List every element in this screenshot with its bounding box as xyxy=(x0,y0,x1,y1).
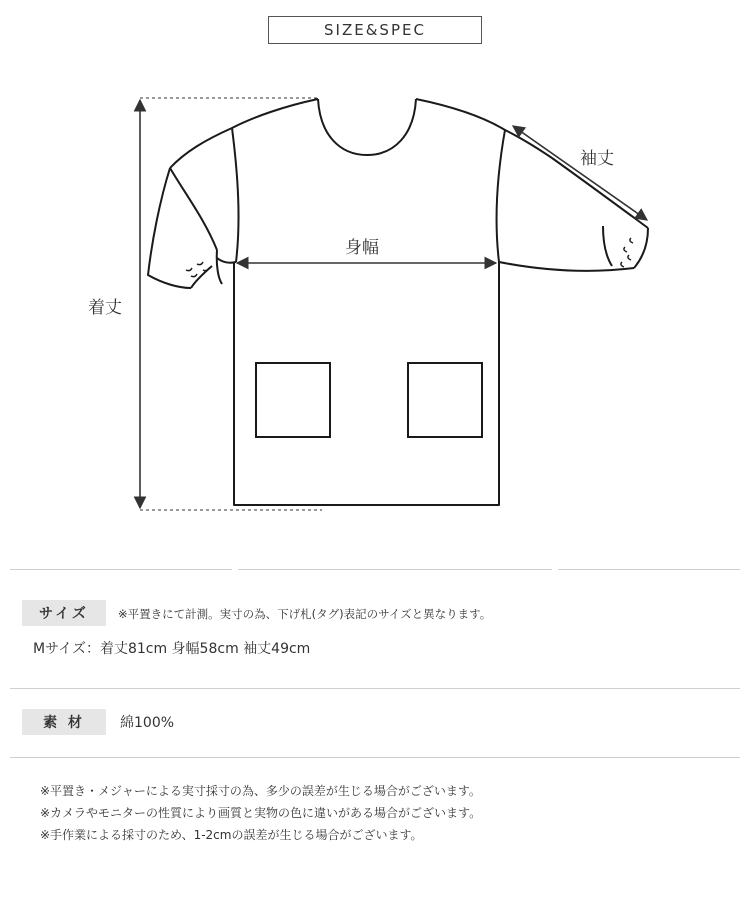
left-pocket xyxy=(256,363,330,437)
footnote-2: ※カメラやモニターの性質により画質と実物の色に違いがある場合がございます。 xyxy=(40,806,482,820)
size-tag: サイズ xyxy=(22,600,106,626)
garment-outline xyxy=(148,99,648,505)
length-label: 着丈 xyxy=(88,298,122,318)
divider-bottom xyxy=(10,757,740,758)
size-measurements: Mサイズ：着丈81cm 身幅58cm 袖丈49cm xyxy=(33,641,311,657)
divider-top-1 xyxy=(10,569,232,570)
guide-lines xyxy=(140,98,322,510)
sleeve-label: 袖丈 xyxy=(580,149,614,169)
footnote-3: ※手作業による採寸のため、1-2cmの誤差が生じる場合がございます。 xyxy=(40,828,423,842)
divider-top-3 xyxy=(558,569,740,570)
material-value: 綿100% xyxy=(120,715,175,731)
material-tag: 素 材 xyxy=(22,709,106,735)
right-pocket xyxy=(408,363,482,437)
sleeve-arrow xyxy=(513,126,647,220)
divider-top-2 xyxy=(238,569,552,570)
footnote-1: ※平置き・メジャーによる実寸採寸の為、多少の誤差が生じる場合がございます。 xyxy=(40,784,481,798)
spec-title: SIZE&SPEC xyxy=(268,16,482,44)
size-note: ※平置きにて計測。実寸の為、下げ札(タグ)表記のサイズと異なります。 xyxy=(118,607,492,621)
divider-middle xyxy=(10,688,740,689)
width-label: 身幅 xyxy=(345,238,379,258)
footnotes xyxy=(40,780,481,846)
